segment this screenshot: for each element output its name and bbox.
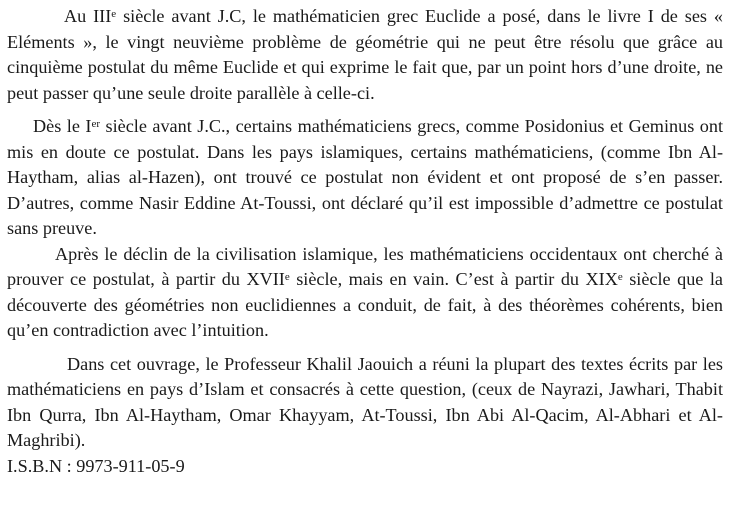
text-run: Dans cet ouvrage, le Professeur Khalil Jaouich a réuni la plupart des textes écrits par les mathématiciens en pays d’Islam et consacrés à cette question, (ceux de Nayrazi, Jawhari, Thabit Ibn Qurra, Ibn Al-Haytham, Omar Khayyam, At-Toussi, Ibn Abi Al-Qacim, Al-Abhari et Al-Maghribi). xyxy=(7,353,723,450)
superscript: e xyxy=(284,271,290,284)
paragraph-western xyxy=(7,242,723,344)
text-run: Après le déclin de la civilisation islamique, les mathématiciens occidentaux ont cherché à prouver ce postulat, à partir du XVII xyxy=(7,243,723,289)
paragraph-euclid xyxy=(7,4,723,106)
text-run: siècle, mais en vain. C’est à partir du XIX xyxy=(289,269,618,289)
text-run: siècle avant J.C., certains mathématiciens grecs, comme Posidonius et Geminus ont mis en doute ce postulat. Dans les pays islamiques, certains mathématiciens, (comme Ibn Al-Haytham, alias al-Hazen), ont trouvé ce postulat non évident et ont proposé de s’en passer. D’autres, comme Nasir Eddine At-Toussi, ont déclaré qu’il est impossible d’admettre ce postulat sans preuve. xyxy=(7,116,723,238)
superscript: e xyxy=(111,8,117,21)
superscript: er xyxy=(91,118,100,131)
document-page xyxy=(7,4,723,479)
text-run: Au III xyxy=(64,6,112,26)
text-run: Dès le I xyxy=(33,116,92,136)
text-run: siècle avant J.C, le mathématicien grec Euclide a posé, dans le livre I de ses « Eléments », le vingt neuvième problème de géométrie qui ne peut être résolu que grâce au cinquième postulat du même Euclide et qui exprime le fait que, par un point hors d’une droite, ne peut passer qu’une seule droite parallèle à celle-ci. xyxy=(7,6,723,103)
isbn-line: I.S.B.N : 9973-911-05-9 xyxy=(7,455,185,476)
text-run: siècle que la découverte des géométries non euclidiennes a conduit, de fait, à des théorèmes cohérents, bien qu’en contradiction avec l’intuition. xyxy=(7,269,723,340)
superscript: e xyxy=(617,271,623,284)
paragraph-doubts xyxy=(7,114,723,242)
paragraph-book xyxy=(7,352,723,454)
